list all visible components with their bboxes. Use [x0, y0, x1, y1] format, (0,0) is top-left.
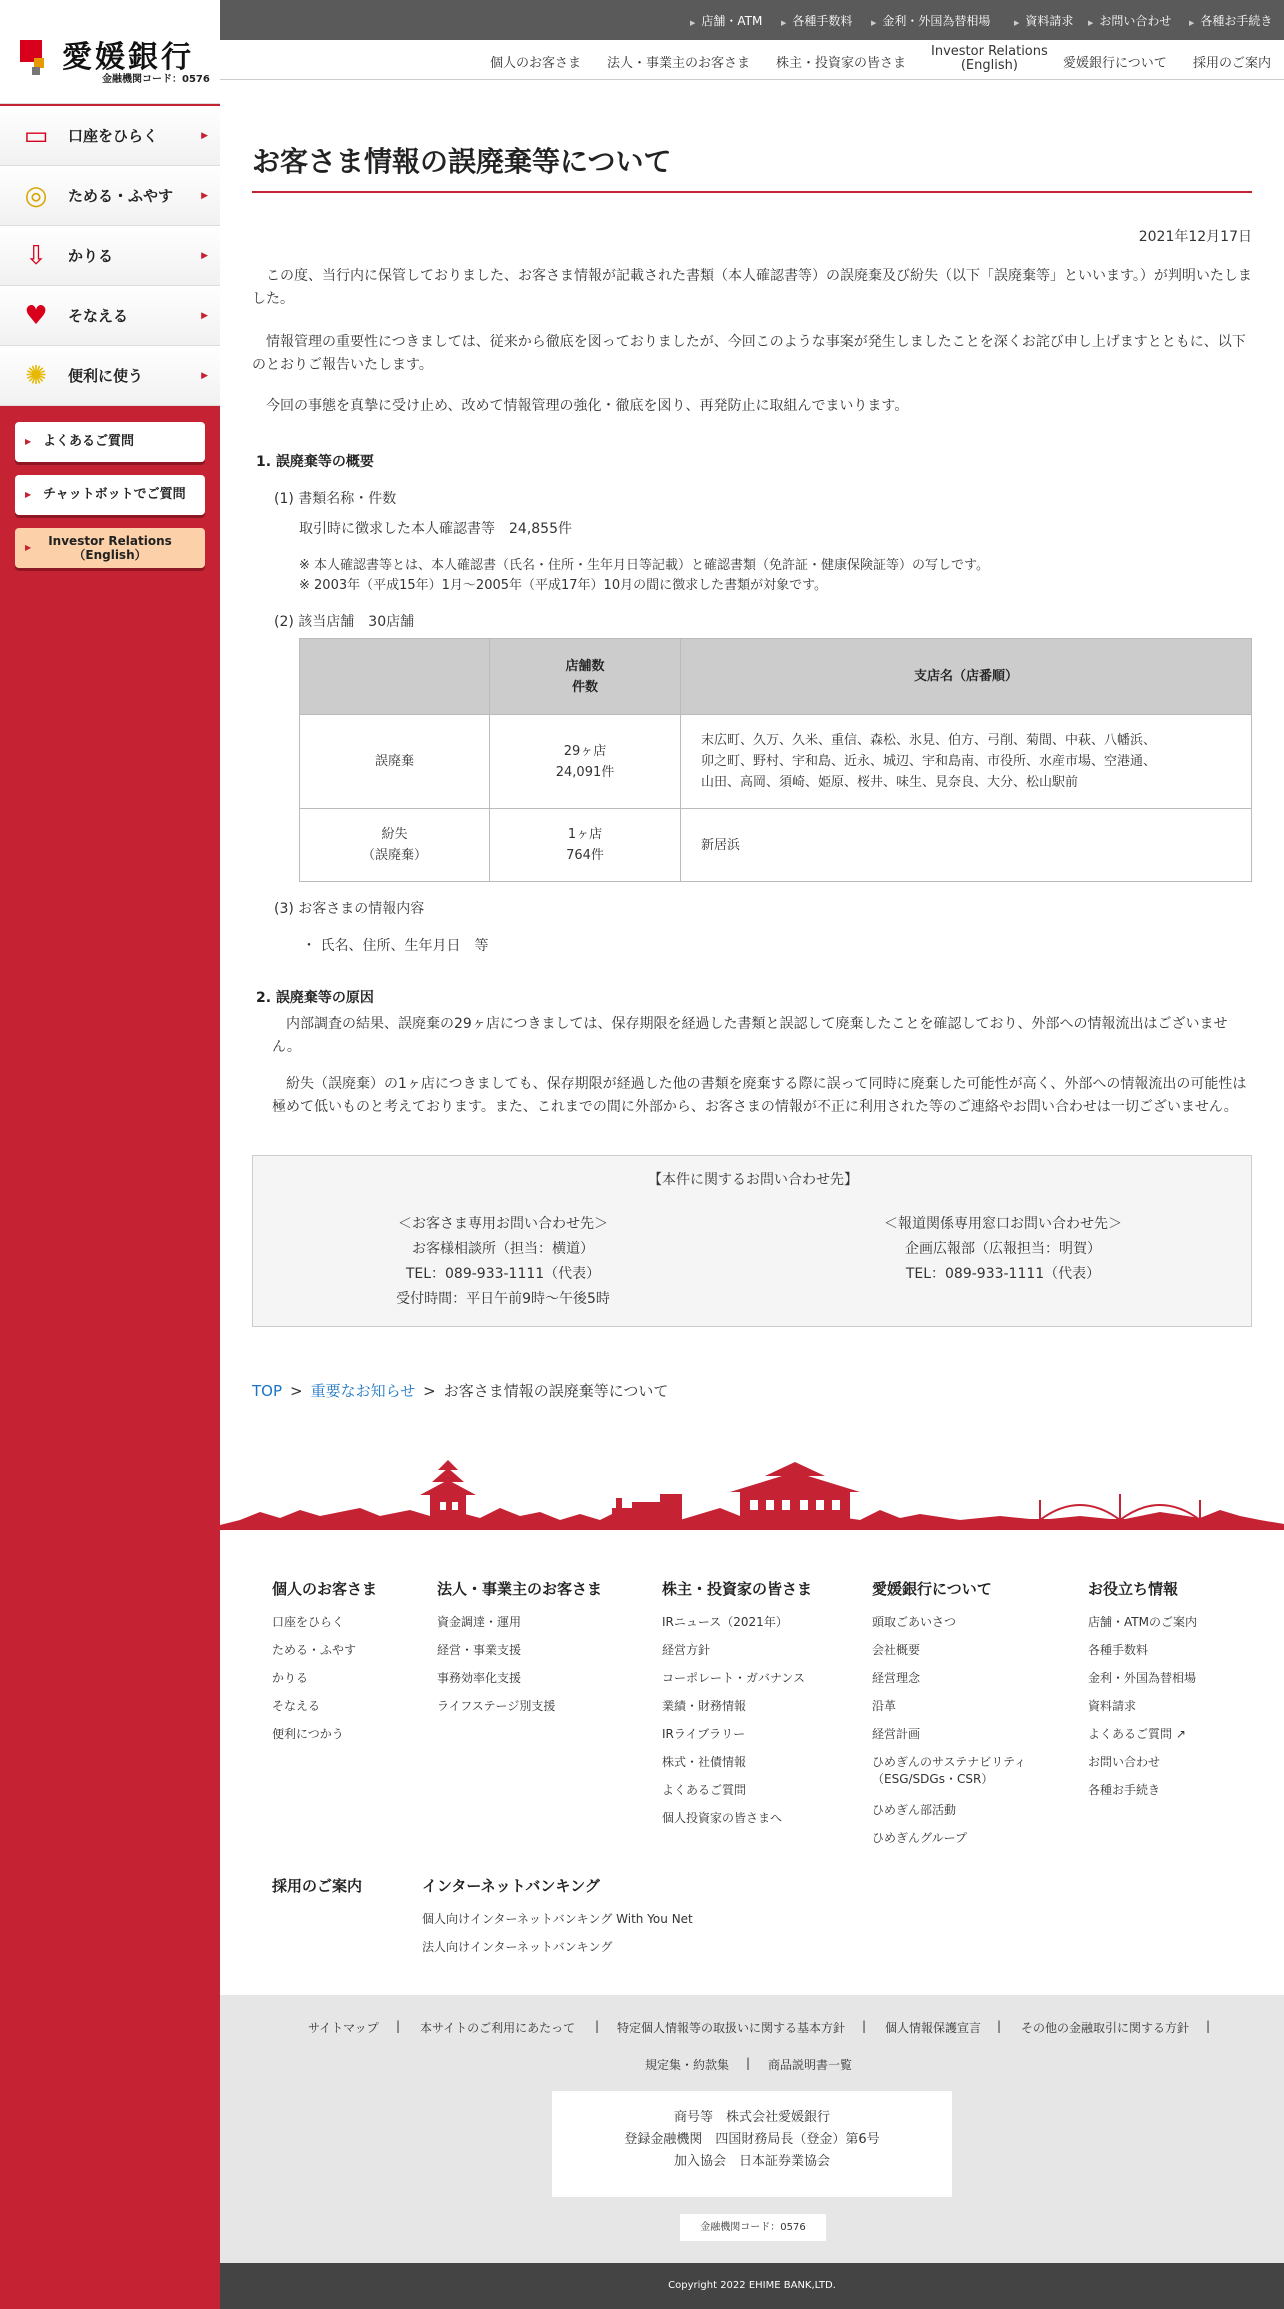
footer-link[interactable]: 経営・事業支援: [437, 1643, 522, 1657]
sidebar-item-label: 便利に使う: [68, 367, 144, 385]
footer-bottom: [220, 1995, 1284, 2263]
breadcrumb-important-notices[interactable]: 重要なお知らせ: [310, 1382, 416, 1400]
table-cell: 誤廃棄: [300, 715, 490, 809]
external-link-icon: ↗: [1175, 1727, 1186, 1741]
sidebar-item-label: かりる: [68, 247, 114, 265]
arrow-right-icon: ▶: [201, 191, 208, 201]
info-content: ・ 氏名、住所、生年月日 等: [302, 938, 489, 954]
copyright: Copyright 2022 EHIME BANK,LTD.: [220, 2263, 1284, 2309]
arrow-right-icon: ▶: [201, 311, 208, 321]
footer-bottom-link-mynumber-policy[interactable]: 特定個人情報等の取扱いに関する基本方針: [617, 2021, 846, 2035]
table-cell: 末広町、久万、久米、重信、森松、氷見、伯方、弓削、菊間、中萩、八幡浜、 卯之町、野村、宇和島、近永、城辺、宇和島南、市役所、水産市場、空港通、 山田、高岡、須崎、姫原、桜井、味生、見奈良、大分、松山駅前: [681, 715, 1252, 809]
footer-heading-recruit[interactable]: 採用のご案内: [272, 1877, 363, 1895]
footer-link[interactable]: 業績・財務情報: [662, 1699, 747, 1713]
table-cell: 1ヶ店 764件: [490, 809, 681, 882]
logo-bank-code: 金融機関コード：0576: [102, 74, 210, 85]
footer-link[interactable]: 資料請求: [1088, 1699, 1137, 1713]
sidebar-item-label: ためる・ふやす: [68, 187, 174, 205]
footer-link[interactable]: 口座をひらく: [272, 1615, 345, 1629]
contact-title: 【本件に関するお問い合わせ先】: [648, 1172, 858, 1188]
footer-link-corporate-ib[interactable]: 法人向けインターネットバンキング: [422, 1940, 613, 1954]
intro-paragraph: 情報管理の重要性につきましては、従来から徹底を図っておりましたが、今回このような事案が発生しましたことを深くお詫び申し上げますとともに、以下のとおりご報告いたします。: [252, 334, 1246, 373]
table-cell: 紛失 （誤廃棄）: [300, 809, 490, 882]
table-header-cell: [300, 639, 490, 715]
faq-button[interactable]: [15, 422, 205, 462]
subsection-title: (2) 該当店舗 30店舗: [274, 614, 415, 630]
sidebar-item-label: 口座をひらく: [68, 127, 159, 145]
utility-link-rates[interactable]: ▶ 金利・外国為替相場: [871, 14, 991, 28]
arrow-right-icon: ▶: [25, 490, 32, 499]
nav-ir-english[interactable]: Investor Relations (English): [931, 44, 1048, 73]
chatbot-button-label: チャットボットでご質問: [43, 487, 186, 502]
table-header-cell: 支店名（店番順）: [681, 639, 1252, 715]
footer-heading-investors[interactable]: 株主・投資家の皆さま: [662, 1580, 813, 1598]
link-separator: |: [396, 2019, 401, 2033]
link-separator: |: [997, 2019, 1002, 2033]
table-header-row: [300, 639, 1252, 715]
footer-link[interactable]: ひめぎんグループ: [872, 1831, 968, 1845]
utility-nav: [220, 0, 1284, 40]
branch-table: [299, 638, 1252, 882]
sidebar-item-save[interactable]: [0, 166, 220, 226]
nav-corporate[interactable]: 法人・事業主のお客さま: [607, 56, 751, 71]
note: ※ 2003年（平成15年）1月～2005年（平成17年）10月の間に徴求した書類が対象です。: [299, 578, 828, 593]
contact-box: [252, 1155, 1252, 1327]
breadcrumb-sep: >: [423, 1382, 436, 1400]
footer-heading-internet-banking: インターネットバンキング: [422, 1877, 600, 1895]
passbook-icon: ▭: [23, 121, 49, 151]
footer-link[interactable]: 頭取ごあいさつ: [872, 1615, 957, 1629]
table-row: [300, 715, 1252, 809]
footer-heading-personal[interactable]: 個人のお客さま: [272, 1580, 378, 1598]
subsection-title: (3) お客さまの情報内容: [274, 901, 425, 917]
logo-square-icon: [32, 67, 40, 75]
arrow-right-icon: ▶: [201, 131, 208, 141]
faq-button-label: よくあるご質問: [43, 434, 135, 449]
lightbulb-icon: ✺: [25, 361, 47, 391]
footer-bottom-link-regulations[interactable]: 規定集・約款集: [645, 2058, 730, 2072]
footer-link-personal-ib[interactable]: 個人向けインターネットバンキング With You Net: [422, 1912, 693, 1926]
utility-link-procedures[interactable]: ▶ 各種お手続き: [1189, 14, 1273, 28]
investor-relations-label: Investor Relations （English）: [48, 534, 172, 562]
footer-link[interactable]: よくあるご質問: [662, 1783, 747, 1797]
ehime-skyline-illustration: [220, 1450, 1284, 1530]
link-separator: |: [1206, 2019, 1211, 2033]
main-nav: [220, 40, 1284, 80]
table-header-cell: 店舗数 件数: [490, 639, 681, 715]
footer-link[interactable]: 各種お手続き: [1088, 1783, 1161, 1797]
breadcrumb-sep: >: [290, 1382, 303, 1400]
sidebar-item-borrow[interactable]: [0, 226, 220, 286]
footer-heading-useful: お役立ち情報: [1088, 1580, 1179, 1598]
company-info-box: 商号等 株式会社愛媛銀行 登録金融機関 四国財務局長（登金）第6号 加入協会 日本証券業協会: [552, 2091, 952, 2197]
table-cell: 新居浜: [681, 809, 1252, 882]
breadcrumb-current: お客さま情報の誤廃棄等について: [443, 1382, 669, 1400]
footer-link[interactable]: 経営計画: [872, 1727, 921, 1741]
footer-link[interactable]: 店舗・ATMのご案内: [1088, 1615, 1197, 1629]
table-cell: 29ヶ店 24,091件: [490, 715, 681, 809]
nav-recruit[interactable]: 採用のご案内: [1193, 56, 1272, 71]
customer-contact: ＜お客さま専用お問い合わせ先＞ お客様相談所（担当：横道） TEL：089-933-1111（代表） 受付時間：平日午前9時～午後5時: [396, 1216, 610, 1307]
footer-link[interactable]: 沿革: [872, 1699, 897, 1713]
utility-link-atm[interactable]: ▶ 店舗・ATM: [690, 14, 763, 28]
nav-about[interactable]: 愛媛銀行について: [1063, 56, 1167, 71]
footer-link[interactable]: 便利につかう: [272, 1727, 344, 1741]
footer-link[interactable]: 資金調達・運用: [437, 1615, 522, 1629]
footer-heading-about[interactable]: 愛媛銀行について: [872, 1580, 992, 1598]
press-contact: ＜報道関係専用窓口お問い合わせ先＞ 企画広報部（広報担当：明賀） TEL：089-933-1111（代表）: [884, 1216, 1122, 1282]
footer-link[interactable]: 会社概要: [872, 1643, 921, 1657]
footer-bottom-link-other-policy[interactable]: その他の金融取引に関する方針: [1021, 2021, 1190, 2035]
page-title: お客さま情報の誤廃棄等について: [252, 145, 672, 178]
footer-bottom-link-product-docs[interactable]: 商品説明書一覧: [768, 2058, 853, 2072]
footer-link-sustainability[interactable]: ひめぎんのサステナビリティ （ESG/SDGs・CSR）: [872, 1755, 1027, 1786]
heart-hand-icon: ♥: [24, 301, 48, 331]
sidebar: [0, 0, 220, 2309]
nav-investors[interactable]: 株主・投資家の皆さま: [776, 56, 907, 71]
nav-personal[interactable]: 個人のお客さま: [490, 56, 582, 71]
footer-link[interactable]: そなえる: [272, 1699, 321, 1713]
arrow-right-icon: ▶: [25, 437, 32, 446]
footer-link[interactable]: 事務効率化支援: [437, 1671, 522, 1685]
footer-link[interactable]: 各種手数料: [1088, 1643, 1149, 1657]
link-separator: |: [862, 2019, 867, 2033]
footer-bottom-link-terms[interactable]: 本サイトのご利用にあたって: [420, 2021, 576, 2035]
footer-link[interactable]: 経営理念: [872, 1671, 921, 1685]
footer-bottom-link-privacy[interactable]: 個人情報保護宣言: [885, 2021, 982, 2035]
investor-relations-button[interactable]: [15, 528, 205, 568]
table-row: [300, 809, 1252, 882]
section-heading: 2. 誤廃棄等の原因: [256, 990, 374, 1006]
footer-link[interactable]: 株式・社債情報: [662, 1755, 747, 1769]
document-count: 取引時に徴求した本人確認書等 24,855件: [299, 521, 572, 537]
note: ※ 本人確認書等とは、本人確認書（氏名・住所・生年月日等記載）と確認書類（免許証・健康保険証等）の写しです。: [299, 558, 989, 573]
intro-paragraph: 今回の事態を真摯に受け止め、改めて情報管理の強化・徹底を図り、再発防止に取組んでまいります。: [252, 398, 909, 414]
footer-link[interactable]: 金利・外国為替相場: [1088, 1671, 1197, 1685]
notice-date: 2021年12月17日: [1138, 229, 1252, 245]
footer-link[interactable]: ライフステージ別支援: [437, 1699, 556, 1713]
intro-paragraph: この度、当行内に保管しておりました、お客さま情報が記載された書類（本人確認書等）の誤廃棄及び紛失（以下「誤廃棄等」といいます。）が判明いたしました。: [252, 268, 1252, 307]
sidebar-item-insure[interactable]: [0, 286, 220, 346]
arrow-right-icon: ▶: [25, 543, 32, 552]
section-heading: 1. 誤廃棄等の概要: [256, 454, 374, 470]
breadcrumb: [252, 1380, 668, 1401]
subsection-title: (1) 書類名称・件数: [274, 491, 397, 507]
logo-name: 愛媛銀行: [62, 40, 194, 75]
coins-icon: ◎: [24, 181, 48, 211]
footer-bottom-link-sitemap[interactable]: サイトマップ: [308, 2021, 379, 2035]
footer-link[interactable]: 経営方針: [662, 1643, 711, 1657]
sidebar-item-label: そなえる: [68, 307, 129, 325]
footer-link[interactable]: IRニュース（2021年）: [662, 1615, 788, 1629]
footer: [220, 1530, 1284, 1995]
footer-heading-corporate[interactable]: 法人・事業主のお客さま: [437, 1580, 603, 1598]
footer-link[interactable]: ひめぎん部活動: [872, 1803, 957, 1817]
sidebar-item-convenient[interactable]: [0, 346, 220, 406]
link-separator: |: [746, 2056, 751, 2070]
footer-link-faq[interactable]: よくあるご質問 ↗: [1088, 1727, 1186, 1741]
footer-link[interactable]: コーポレート・ガバナンス: [662, 1671, 806, 1685]
utility-link-fees[interactable]: ▶ 各種手数料: [781, 14, 853, 28]
footer-link[interactable]: お問い合わせ: [1088, 1755, 1161, 1769]
breadcrumb-top[interactable]: TOP: [252, 1382, 283, 1400]
link-separator: |: [595, 2019, 600, 2033]
cause-paragraph: 内部調査の結果、誤廃棄の29ヶ店につきましては、保存期限を経過した書類と誤認して廃棄したことを確認しており、外部への情報流出はございません。: [272, 1016, 1228, 1055]
bank-code-badge: 金融機関コード：0576: [680, 2214, 826, 2241]
cause-paragraph: 紛失（誤廃棄）の1ヶ店につきましても、保存期限が経過した他の書類を廃棄する際に誤って同時に廃棄した可能性が高く、外部への情報流出の可能性は極めて低いものと考えております。また、これまでの間に外部から、お客さまの情報が不正に利用された等のご連絡やお問い合わせは一切ございません。: [272, 1076, 1247, 1115]
borrow-arrow-icon: ⇩: [25, 241, 47, 271]
arrow-right-icon: ▶: [201, 371, 208, 381]
footer-link[interactable]: かりる: [272, 1671, 309, 1685]
footer-link[interactable]: IRライブラリー: [662, 1727, 746, 1741]
footer-link[interactable]: ためる・ふやす: [272, 1643, 357, 1657]
bank-logo[interactable]: [0, 0, 220, 104]
arrow-right-icon: ▶: [201, 251, 208, 261]
utility-link-contact[interactable]: ▶ お問い合わせ: [1088, 14, 1172, 28]
title-divider: [252, 191, 1252, 193]
chatbot-button[interactable]: [15, 475, 205, 515]
sidebar-item-open-account[interactable]: [0, 106, 220, 166]
footer-link[interactable]: 個人投資家の皆さまへ: [662, 1811, 783, 1825]
utility-link-brochure[interactable]: ▶ 資料請求: [1014, 14, 1074, 28]
